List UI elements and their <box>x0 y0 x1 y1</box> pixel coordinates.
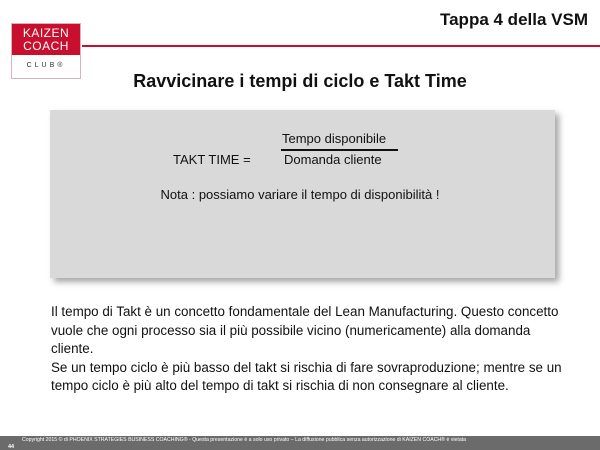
footer-bar <box>0 436 600 450</box>
copyright-text: Copyright 2015 © di PHOENIX STRATEGIES BUSINESS COACHING® - Questa presentazione è a solo uso privato – La diffusione pubblica senza autorizzazione di KAIZEN COACH® è vietata <box>22 437 467 443</box>
logo-text-kaizen: KAIZEN <box>22 26 70 40</box>
stage-title: Tappa 4 della VSM <box>439 10 588 29</box>
logo-text-club: CLUB® <box>26 62 66 69</box>
slide-title: Ravvicinare i tempi di ciclo e Takt Time <box>133 71 467 91</box>
takt-time-label: TAKT TIME = <box>173 152 251 167</box>
body-paragraph-2: Se un tempo ciclo è più basso del takt si rischia di fare sovraproduzione; mentre se un tempo ciclo è più alto del tempo di takt si rischia di non consegnare al cliente. <box>51 359 562 393</box>
fraction-line <box>281 149 398 151</box>
formula-numerator: Tempo disponibile <box>282 131 387 146</box>
formula-note: Nota : possiamo variare il tempo di disponibilità ! <box>160 187 440 202</box>
formula-denominator: Domanda cliente <box>284 152 382 167</box>
header-divider <box>82 45 600 47</box>
logo-text-coach: COACH <box>23 39 69 53</box>
body-paragraph-1: Il tempo di Takt è un concetto fondamentale del Lean Manufacturing. Questo concetto vuole che ogni processo sia il più possibile vicino (numericamente) alla domanda cliente. <box>51 304 559 356</box>
logo-red-block <box>12 24 80 55</box>
body-text <box>51 303 571 396</box>
page-number: 44 <box>8 444 15 450</box>
